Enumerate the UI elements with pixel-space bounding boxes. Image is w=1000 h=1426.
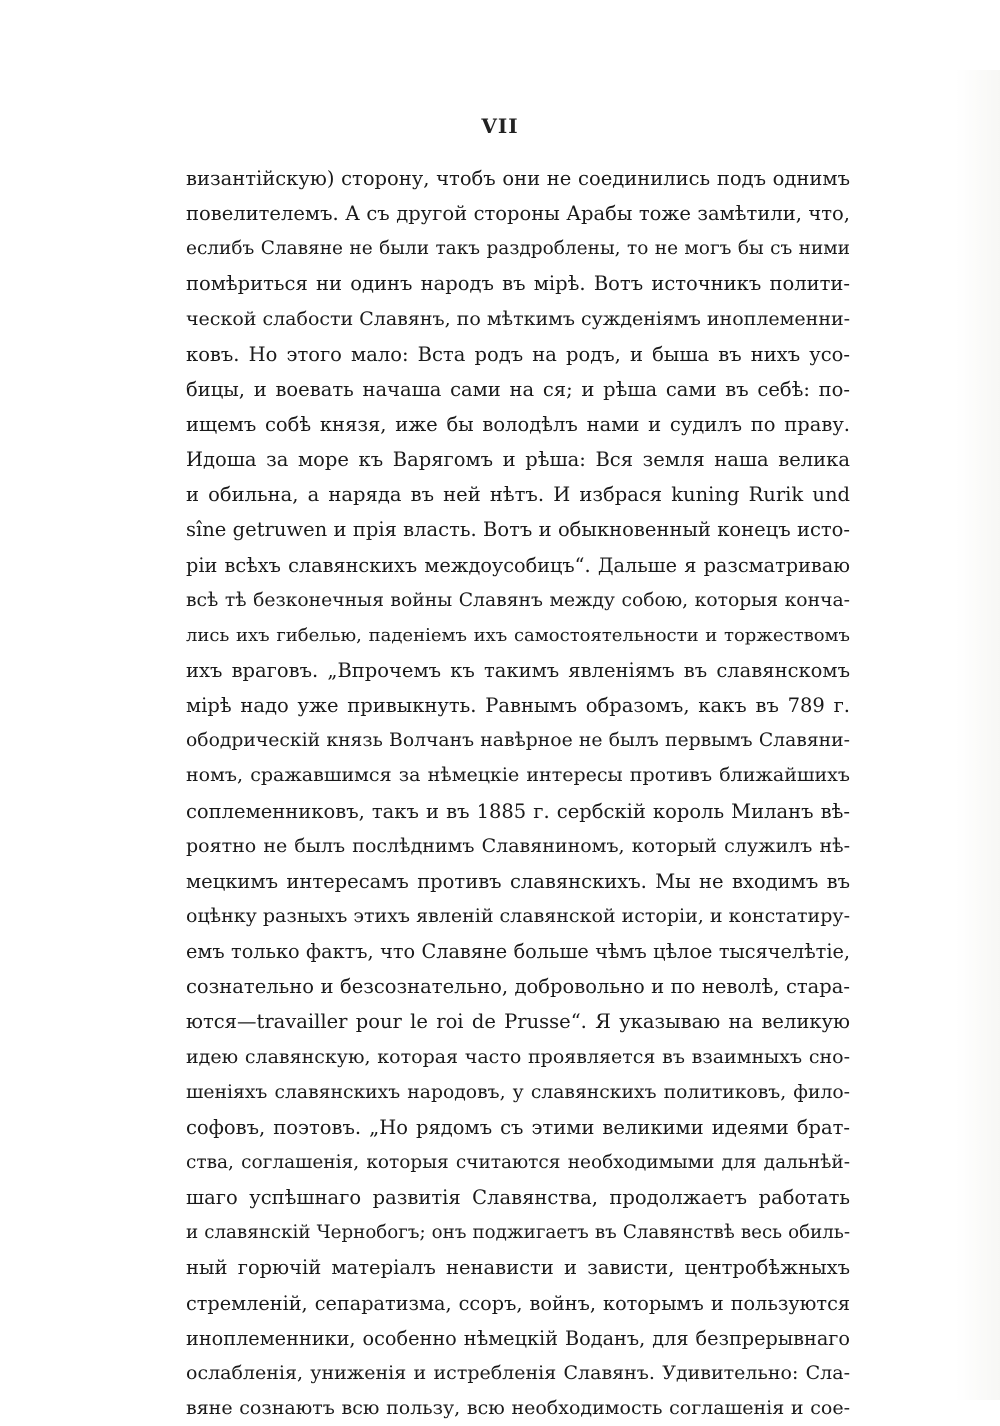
text-line: ихъ враговъ. „Впрочемъ къ такимъ явленіямъ въ славянскомъ	[186, 658, 850, 682]
text-line: оцѣнку разныхъ этихъ явленій славянской исторіи, и констатиру-	[186, 904, 850, 927]
text-line: софовъ, поэтовъ. „Но рядомъ съ этими великими идеями брат-	[186, 1115, 850, 1139]
page-edge-shadow	[956, 70, 1000, 1400]
text-line: помѣриться ни одинъ народъ въ мірѣ. Вотъ источникъ полити-	[186, 272, 850, 296]
text-line: иноплеменники, особенно нѣмецкій Воданъ, для безпрерывнаго	[186, 1326, 850, 1350]
text-line: еслибъ Славяне не были такъ раздроблены, то не могъ бы съ ними	[186, 238, 850, 260]
text-line: мірѣ надо уже привыкнуть. Равнымъ образомъ, какъ въ 789 г.	[186, 694, 850, 718]
text-line: лись ихъ гибелью, паденіемъ ихъ самостоятельности и торжествомъ	[186, 624, 850, 646]
text-line: sîne getruwen и прія власть. Вотъ и обыкновенный конецъ исто-	[186, 518, 850, 542]
text-line: шаго успѣшнаго развитія Славянства, продолжаетъ работать	[186, 1186, 850, 1210]
text-line: ріи всѣхъ славянскихъ междоусобицъ“. Дальше я разсматриваю	[186, 553, 850, 577]
text-line: ства, соглашенія, которыя считаются необходимыми для дальнѣй-	[186, 1151, 850, 1173]
text-line: номъ, сражавшимся за нѣмецкіе интересы противъ ближайшихъ	[186, 764, 850, 787]
text-line: византійскую) сторону, чтобъ они не соединились подъ однимъ	[186, 167, 850, 190]
text-line: роятно не былъ послѣднимъ Славяниномъ, который служилъ нѣ-	[186, 834, 850, 857]
body-text	[186, 161, 850, 1426]
text-line: и славянскій Чернобогъ; онъ поджигаетъ въ Славянствѣ весь обиль-	[186, 1222, 850, 1244]
text-line: ются—travailler pour le roi de Prusse“. Я указываю на великую	[186, 1010, 850, 1034]
page-number: VII	[481, 114, 519, 138]
text-line: стремленій, сепаратизма, ссоръ, войнъ, которымъ и пользуются	[186, 1291, 850, 1315]
text-line: шеніяхъ славянскихъ народовъ, у славянскихъ политиковъ, фило-	[186, 1081, 850, 1103]
text-line: идею славянскую, которая часто проявляется въ взаимныхъ сно-	[186, 1045, 850, 1068]
text-line: сознательно и безсознательно, добровольно и по неволѣ, стара-	[186, 975, 850, 999]
text-line: ободрическій князь Волчанъ навѣрное не былъ первымъ Славяни-	[186, 730, 850, 752]
text-line: соплеменниковъ, такъ и въ 1885 г. сербскій король Миланъ вѣ-	[186, 799, 850, 823]
text-line: мецкимъ интересамъ противъ славянскихъ. Мы не входимъ въ	[186, 869, 850, 893]
text-line: ослабленія, униженія и истребленія Славянъ. Удивительно: Сла-	[186, 1361, 850, 1384]
text-line: емъ только фактъ, что Славяне больше чѣмъ цѣлое тысячелѣтіе,	[186, 940, 850, 964]
text-line: вяне сознаютъ всю пользу, всю необходимость соглашенія и сое-	[186, 1396, 850, 1419]
text-line: ческой слабости Славянъ, по мѣткимъ сужденіямъ иноплеменни-	[186, 307, 850, 330]
text-line: ный горючій матеріалъ ненависти и зависти, центробѣжныхъ	[186, 1256, 850, 1280]
text-line: ищемъ собѣ князя, иже бы володѣлъ нами и судилъ по праву.	[186, 412, 850, 436]
text-line: и обильна, а наряда въ ней нѣтъ. И избрася kuning Rurik und	[186, 483, 850, 507]
text-line: Идоша за море къ Варягомъ и рѣша: Вся земля наша велика	[186, 448, 850, 472]
text-line: всѣ тѣ безконечныя войны Славянъ между собою, которыя конча-	[186, 589, 850, 611]
text-line: ковъ. Но этого мало: Вста родъ на родъ, и быша въ нихъ усо-	[186, 342, 850, 366]
text-line: повелителемъ. А съ другой стороны Арабы тоже замѣтили, что,	[186, 202, 850, 226]
text-line: бицы, и воевать начаша сами на ся; и рѣша сами въ себѣ: по-	[186, 377, 850, 401]
